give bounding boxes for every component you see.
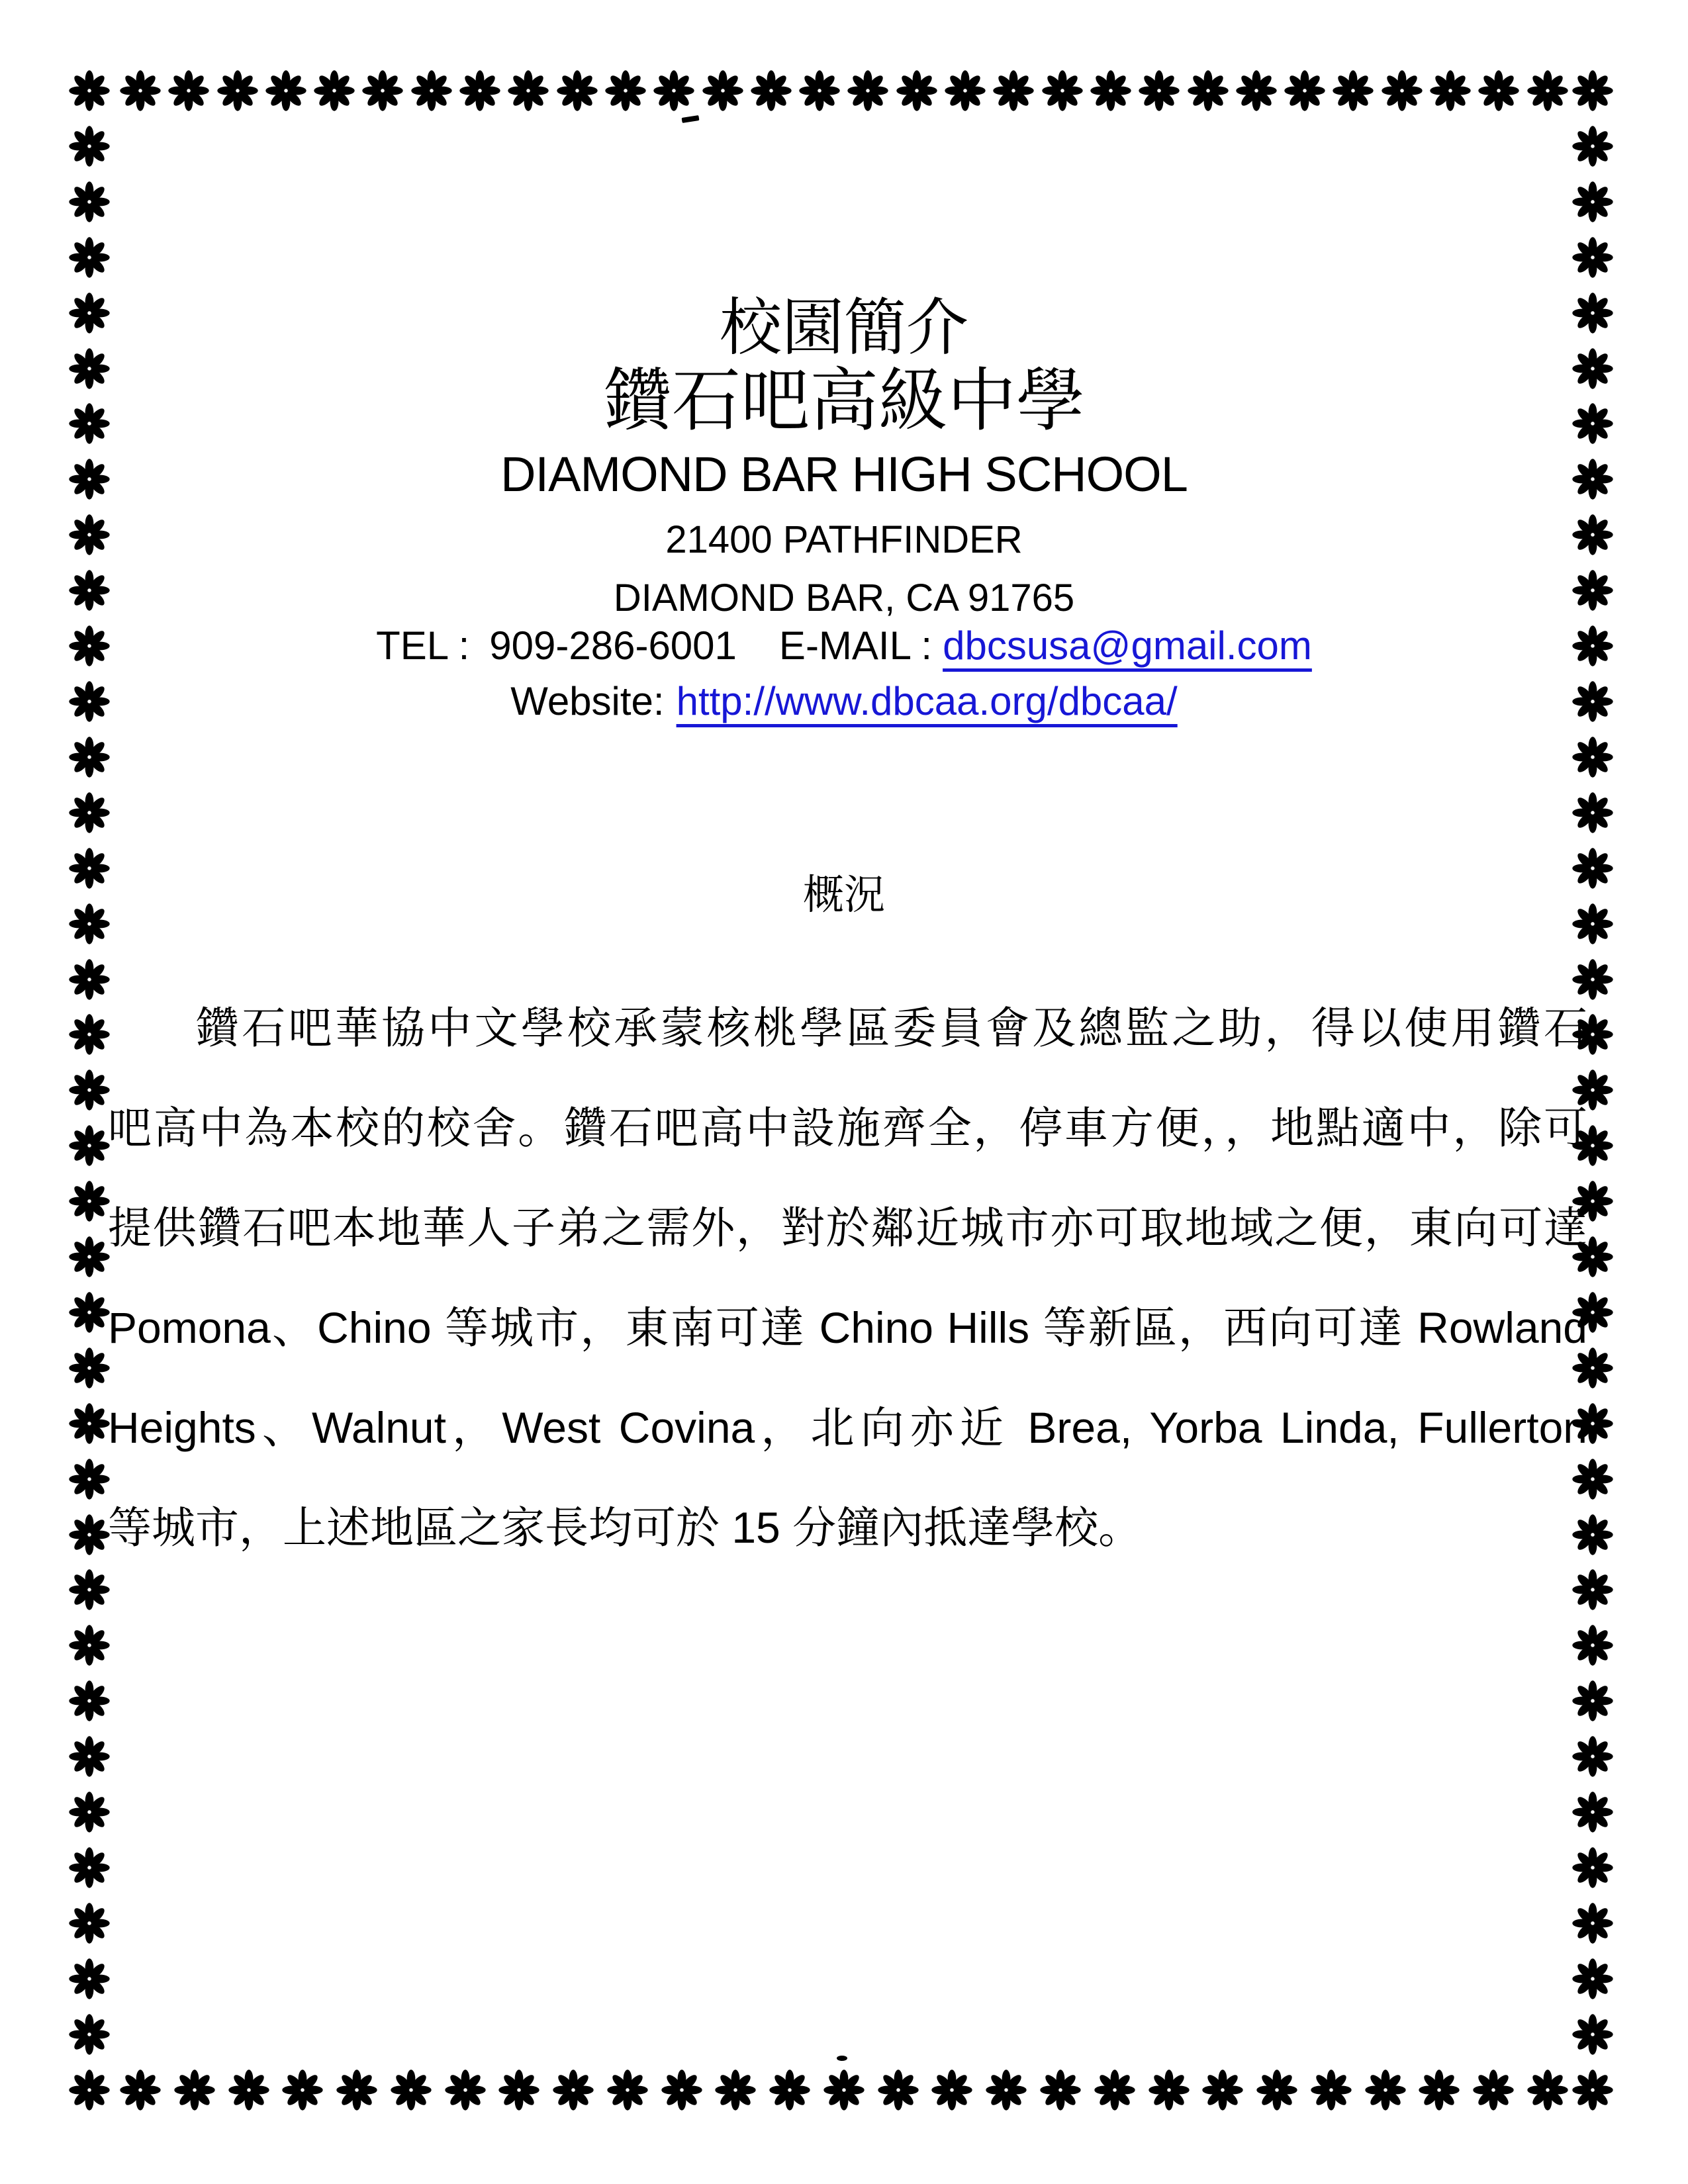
flower-asterisk-icon [444, 2069, 487, 2111]
flower-asterisk-icon [1526, 2069, 1569, 2111]
flower-asterisk-icon [68, 236, 111, 279]
bottom-center-mark [837, 2056, 847, 2061]
flower-asterisk-icon [336, 2069, 378, 2111]
flower-asterisk-icon [1571, 792, 1614, 834]
paragraph-line: 吧高中為本校的校舍。鑽石吧高中設施齊全，停車方便，，地點適中，除可 [108, 1103, 1587, 1152]
flower-asterisk-icon [281, 2069, 324, 2111]
flower-asterisk-icon [1477, 69, 1520, 112]
top-center-mark [682, 115, 700, 123]
flower-asterisk-icon [1201, 2069, 1244, 2111]
flower-asterisk-icon [992, 69, 1035, 112]
flower-asterisk-icon [1148, 2069, 1190, 2111]
flower-asterisk-icon [1571, 125, 1614, 167]
flower-asterisk-icon [985, 2069, 1027, 2111]
flower-asterisk-icon [68, 1347, 111, 1389]
flower-asterisk-icon [606, 2069, 649, 2111]
flower-asterisk-icon [1041, 69, 1084, 112]
flower-asterisk-icon [68, 792, 111, 834]
flower-asterisk-icon [714, 2069, 757, 2111]
flower-asterisk-icon [68, 1013, 111, 1056]
tel-number: 909-286-6001 [489, 623, 737, 668]
flower-asterisk-icon [1571, 2069, 1614, 2111]
flower-asterisk-icon [1571, 1791, 1614, 1833]
school-name-en: DIAMOND BAR HIGH SCHOOL [500, 447, 1188, 502]
flower-asterisk-icon [68, 1680, 111, 1722]
email-link[interactable]: dbcsusa@gmail.com [943, 623, 1312, 668]
paragraph-line: Pomona、Chino 等城市，東南可達 Chino Hills 等新區，西向可達 Rowland [108, 1303, 1587, 1352]
paragraph-line: 鑽石吧華協中文學校承蒙核桃學區委員會及總監之助，得以使用鑽石 [195, 1003, 1587, 1052]
flower-asterisk-icon [119, 2069, 162, 2111]
border-top [119, 69, 1569, 112]
flower-asterisk-icon [1138, 69, 1180, 112]
flower-asterisk-icon [661, 2069, 703, 2111]
website-link[interactable]: http://www.dbcaa.org/dbcaa/ [676, 679, 1178, 723]
flower-asterisk-icon [944, 69, 986, 112]
flower-asterisk-icon [1094, 2069, 1136, 2111]
flower-asterisk-icon [68, 1902, 111, 1944]
flower-asterisk-icon [1381, 69, 1423, 112]
flower-asterisk-icon [68, 1236, 111, 1278]
flower-asterisk-icon [68, 1124, 111, 1167]
flower-asterisk-icon [68, 2013, 111, 2056]
flower-asterisk-icon [68, 1291, 111, 1334]
flower-asterisk-icon [68, 1569, 111, 1611]
flower-asterisk-icon [1571, 1902, 1614, 1944]
border-bottom [119, 2069, 1569, 2111]
flower-asterisk-icon [1571, 1958, 1614, 2000]
flower-asterisk-icon [68, 958, 111, 1001]
school-name-zh: 鑽石吧高級中學 [602, 363, 1085, 439]
flower-asterisk-icon [313, 69, 355, 112]
flower-asterisk-icon [68, 1402, 111, 1445]
flower-asterisk-icon [1571, 1624, 1614, 1666]
flower-asterisk-icon [410, 69, 453, 112]
flower-asterisk-icon [265, 69, 307, 112]
flower-asterisk-icon [1571, 2013, 1614, 2056]
page-title-zh: 校園簡介 [719, 293, 968, 362]
flower-asterisk-icon [750, 69, 792, 112]
paragraph-line: 等城市，上述地區之家長均可於 15 分鐘內抵達學校。 [108, 1503, 1143, 1552]
flower-asterisk-icon [68, 1069, 111, 1111]
flower-asterisk-icon [1526, 69, 1569, 112]
flower-asterisk-icon [931, 2069, 973, 2111]
flower-asterisk-icon [119, 69, 162, 112]
flower-asterisk-icon [653, 69, 695, 112]
flower-asterisk-icon [498, 2069, 540, 2111]
flower-asterisk-icon [68, 1958, 111, 2000]
flower-asterisk-icon [769, 2069, 811, 2111]
flower-asterisk-icon [823, 2069, 865, 2111]
paragraph-line: 提供鑽石吧本地華人子弟之需外，對於鄰近城市亦可取地域之便，東向可達 [108, 1203, 1587, 1252]
flower-asterisk-icon [847, 69, 889, 112]
flower-asterisk-icon [228, 2069, 270, 2111]
flower-asterisk-icon [459, 69, 501, 112]
flower-asterisk-icon [507, 69, 549, 112]
contact-website-line [0, 679, 1688, 723]
flower-asterisk-icon [68, 1791, 111, 1833]
address-street: 21400 PATHFINDER [665, 518, 1023, 561]
flower-asterisk-icon [1284, 69, 1326, 112]
tel-label: TEL : [376, 623, 470, 668]
section-heading: 概況 [802, 872, 885, 918]
flower-asterisk-icon [68, 1458, 111, 1500]
flower-asterisk-icon [68, 1514, 111, 1556]
flower-asterisk-icon [173, 2069, 216, 2111]
flower-asterisk-icon [1256, 2069, 1298, 2111]
flower-asterisk-icon [556, 69, 598, 112]
flower-asterisk-icon [1429, 69, 1472, 112]
flower-asterisk-icon [68, 1846, 111, 1889]
flower-asterisk-icon [1571, 69, 1614, 112]
address-city: DIAMOND BAR, CA 91765 [613, 576, 1075, 619]
flower-asterisk-icon [1039, 2069, 1082, 2111]
overview-paragraph [108, 978, 1587, 1578]
flower-asterisk-icon [552, 2069, 594, 2111]
flower-asterisk-icon [604, 69, 647, 112]
flower-asterisk-icon [798, 69, 841, 112]
flower-asterisk-icon [702, 69, 744, 112]
flower-asterisk-icon [1571, 1735, 1614, 1778]
email-label: E-MAIL : [778, 623, 933, 668]
website-label: Website: [510, 679, 665, 723]
flower-asterisk-icon [1571, 736, 1614, 778]
flower-asterisk-icon [1472, 2069, 1515, 2111]
flower-asterisk-icon [68, 1735, 111, 1778]
flower-asterisk-icon [1187, 69, 1229, 112]
flower-asterisk-icon [167, 69, 210, 112]
flower-asterisk-icon [896, 69, 938, 112]
flower-asterisk-icon [1332, 69, 1374, 112]
flower-asterisk-icon [390, 2069, 432, 2111]
flower-asterisk-icon [1364, 2069, 1407, 2111]
flower-asterisk-icon [68, 736, 111, 778]
flower-asterisk-icon [1090, 69, 1132, 112]
flower-asterisk-icon [1418, 2069, 1460, 2111]
flower-asterisk-icon [68, 181, 111, 223]
flower-asterisk-icon [1571, 1680, 1614, 1722]
flower-asterisk-icon [68, 2069, 111, 2111]
flower-asterisk-icon [1235, 69, 1278, 112]
flower-asterisk-icon [216, 69, 259, 112]
flower-asterisk-icon [68, 1624, 111, 1666]
contact-tel-line [0, 623, 1688, 668]
flower-asterisk-icon [1571, 1846, 1614, 1889]
paragraph-line: Heights、Walnut，West Covina，北向亦近 Brea, Yorba Linda, Fullerton [108, 1403, 1587, 1452]
flower-asterisk-icon [68, 125, 111, 167]
flower-asterisk-icon [361, 69, 404, 112]
flower-asterisk-icon [68, 1180, 111, 1222]
flower-asterisk-icon [1571, 181, 1614, 223]
flower-asterisk-icon [1571, 236, 1614, 279]
flower-asterisk-icon [1310, 2069, 1352, 2111]
flower-asterisk-icon [68, 69, 111, 112]
flower-asterisk-icon [877, 2069, 919, 2111]
